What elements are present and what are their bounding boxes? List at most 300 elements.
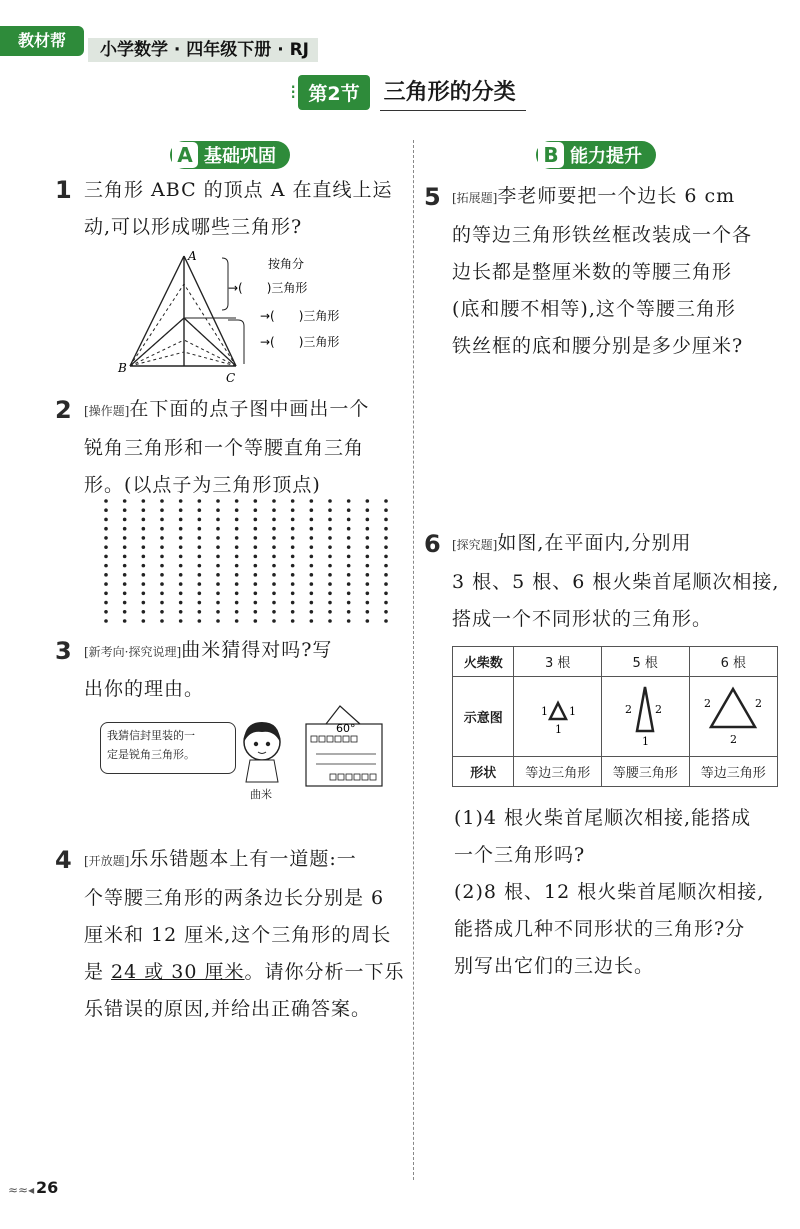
q6-subquestions [454,800,784,985]
grid-dot[interactable] [104,601,108,605]
grid-dot[interactable] [198,536,202,540]
grid-dot[interactable] [291,536,295,540]
grid-dot[interactable] [123,610,127,614]
grid-dot[interactable] [142,499,146,503]
grid-dot[interactable] [198,592,202,596]
column-divider [413,140,414,1180]
grid-dot[interactable] [310,545,314,549]
section-dots-icon: ⁝ [290,80,297,104]
table-row-label: 形状 [453,757,514,787]
grid-dot[interactable] [179,508,183,512]
grid-dot[interactable] [291,601,295,605]
grid-dot[interactable] [104,508,108,512]
grid-dot[interactable] [123,582,127,586]
grid-dot[interactable] [384,601,388,605]
grid-dot[interactable] [216,592,220,596]
svg-text:1: 1 [568,704,576,718]
speech-bubble [100,722,236,774]
grid-dot[interactable] [310,508,314,512]
grid-dot[interactable] [235,536,239,540]
grid-dot[interactable] [291,592,295,596]
grid-dot[interactable] [328,573,332,577]
grid-dot[interactable] [291,527,295,531]
grid-dot[interactable] [142,508,146,512]
grid-dot[interactable] [384,582,388,586]
table-cell: 等边三角形 [689,757,777,787]
grid-dot[interactable] [291,545,295,549]
grid-dot[interactable] [328,610,332,614]
grid-dot[interactable] [216,499,220,503]
table-header-cell: 6 根 [689,647,777,677]
grid-dot[interactable] [254,545,258,549]
svg-text:1: 1 [540,704,548,718]
grid-dot[interactable] [216,619,220,623]
grid-dot[interactable] [123,545,127,549]
grid-dot[interactable] [160,592,164,596]
grid-dot[interactable] [179,573,183,577]
grid-dot[interactable] [384,527,388,531]
grid-dot[interactable] [291,508,295,512]
grid-dot[interactable] [123,508,127,512]
q3-number: 3 [55,637,72,665]
q6-text [452,525,782,638]
grid-dot[interactable] [104,573,108,577]
grid-dot[interactable] [216,601,220,605]
q4-line4-post: 。请你分析一下乐 [244,961,405,983]
grid-dot[interactable] [384,619,388,623]
grid-dot[interactable] [254,592,258,596]
grid-dot[interactable] [179,555,183,559]
table-cell [514,677,601,757]
grid-dot[interactable] [142,518,146,522]
q2-line1: 在下面的点子图中画出一个 [129,398,370,420]
grid-dot[interactable] [328,564,332,568]
q5-line5: 铁丝框的底和腰分别是多少厘米? [452,335,744,357]
bubble-line2: 定是锐角三角形。 [107,748,195,761]
grid-dot[interactable] [254,601,258,605]
grid-dot[interactable] [384,592,388,596]
grid-dot[interactable] [160,527,164,531]
grid-dot[interactable] [310,518,314,522]
grid-dot[interactable] [198,610,202,614]
grid-dot[interactable] [235,619,239,623]
grid-dot[interactable] [328,619,332,623]
table-header-cell: 5 根 [601,647,689,677]
grid-dot[interactable] [254,573,258,577]
q6-sub1-line1: (1)4 根火柴首尾顺次相接,能搭成 [454,807,752,829]
grid-dot[interactable] [310,527,314,531]
grid-dot[interactable] [179,545,183,549]
grid-dot[interactable] [328,555,332,559]
grid-dot[interactable] [198,582,202,586]
grid-dot[interactable] [160,564,164,568]
grid-dot[interactable] [328,592,332,596]
grid-dot[interactable] [291,610,295,614]
grid-dot[interactable] [104,518,108,522]
grid-dot[interactable] [235,527,239,531]
q6-sub2-line3: 别写出它们的三边长。 [454,955,655,977]
dot-grid[interactable] [102,497,392,627]
table-cell [601,677,689,757]
grid-dot[interactable] [366,545,370,549]
table-cell [689,677,777,757]
triangle-6-icon [698,683,768,747]
part-a-letter: A [172,142,198,168]
grid-dot[interactable] [123,536,127,540]
grid-dot[interactable] [142,610,146,614]
grid-dot[interactable] [160,518,164,522]
grid-dot[interactable] [198,564,202,568]
grid-dot[interactable] [272,499,276,503]
grid-dot[interactable] [384,555,388,559]
q6-number: 6 [424,530,441,558]
q1-text [84,172,404,246]
q4-line2: 个等腰三角形的两条边长分别是 6 [84,887,385,909]
grid-dot[interactable] [291,619,295,623]
grid-dot[interactable] [216,545,220,549]
grid-dot[interactable] [142,527,146,531]
grid-dot[interactable] [235,592,239,596]
grid-dot[interactable] [366,536,370,540]
svg-text:1: 1 [554,722,562,736]
q5-line4: (底和腰不相等),这个等腰三角形 [452,298,736,320]
grid-dot[interactable] [254,582,258,586]
section-number: 第2节 [298,75,369,110]
vertex-a-label: A [188,249,197,263]
grid-dot[interactable] [291,573,295,577]
grid-dot[interactable] [123,619,127,623]
q6-line1: 如图,在平面内,分别用 [497,532,692,554]
matchstick-table [452,646,778,787]
grid-dot[interactable] [216,536,220,540]
grid-dot[interactable] [235,601,239,605]
grid-dot[interactable] [179,601,183,605]
grid-dot[interactable] [216,508,220,512]
grid-dot[interactable] [179,592,183,596]
book-tag: 教材帮 [0,26,84,56]
grid-dot[interactable] [123,527,127,531]
grid-dot[interactable] [254,536,258,540]
grid-dot[interactable] [328,518,332,522]
grid-dot[interactable] [179,527,183,531]
girl-illustration-icon [232,716,292,786]
grid-dot[interactable] [384,499,388,503]
grid-dot[interactable] [272,527,276,531]
grid-dot[interactable] [347,499,351,503]
grid-dot[interactable] [254,619,258,623]
grid-dot[interactable] [347,573,351,577]
grid-dot[interactable] [310,610,314,614]
header-subtitle: 小学数学 · 四年级下册 · RJ [100,40,310,60]
q3-tag: [新考向·探究说理] [84,645,182,659]
grid-dot[interactable] [142,536,146,540]
grid-dot[interactable] [254,499,258,503]
grid-dot[interactable] [310,592,314,596]
grid-dot[interactable] [328,582,332,586]
table-header-cell: 3 根 [514,647,601,677]
vertex-c-label: C [226,371,236,384]
grid-dot[interactable] [328,508,332,512]
grid-dot[interactable] [328,499,332,503]
grid-dot[interactable] [272,564,276,568]
blank-2: →( )三角形 [260,309,340,323]
grid-dot[interactable] [384,564,388,568]
grid-dot[interactable] [366,573,370,577]
grid-dot[interactable] [384,573,388,577]
grid-dot[interactable] [104,619,108,623]
grid-dot[interactable] [310,619,314,623]
angle-label: 60° [336,722,356,735]
grid-dot[interactable] [347,536,351,540]
grid-dot[interactable] [272,545,276,549]
classify-by-angle: 按角分 [268,257,305,271]
grid-dot[interactable] [366,592,370,596]
grid-dot[interactable] [216,555,220,559]
triangle-5-icon [623,683,667,747]
grid-dot[interactable] [142,545,146,549]
table-header-cell: 火柴数 [453,647,514,677]
table-row [453,677,778,757]
q4-line3: 厘米和 12 厘米,这个三角形的周长 [84,924,392,946]
svg-text:2: 2 [704,696,712,710]
grid-dot[interactable] [179,499,183,503]
grid-dot[interactable] [123,601,127,605]
grid-dot[interactable] [179,619,183,623]
grid-dot[interactable] [235,555,239,559]
grid-dot[interactable] [142,564,146,568]
grid-dot[interactable] [123,573,127,577]
grid-dot[interactable] [328,545,332,549]
grid-dot[interactable] [310,582,314,586]
grid-dot[interactable] [198,518,202,522]
grid-dot[interactable] [272,518,276,522]
footer-wave-icon: ≈≈◂ [8,1183,35,1197]
q4-tag: [开放题] [84,854,130,868]
svg-text:2: 2 [655,702,663,716]
table-row-label: 示意图 [453,677,514,757]
grid-dot[interactable] [160,582,164,586]
q6-line3: 搭成一个不同形状的三角形。 [452,608,713,630]
grid-dot[interactable] [235,582,239,586]
table-header-row [453,647,778,677]
grid-dot[interactable] [216,610,220,614]
grid-dot[interactable] [179,564,183,568]
q4-line1: 乐乐错题本上有一道题:一 [129,848,357,870]
grid-dot[interactable] [347,555,351,559]
grid-dot[interactable] [347,610,351,614]
grid-dot[interactable] [104,610,108,614]
grid-dot[interactable] [291,564,295,568]
q5-number: 5 [424,183,441,211]
grid-dot[interactable] [160,499,164,503]
grid-dot[interactable] [235,508,239,512]
grid-dot[interactable] [384,518,388,522]
grid-dot[interactable] [216,564,220,568]
grid-dot[interactable] [291,499,295,503]
grid-dot[interactable] [366,564,370,568]
grid-dot[interactable] [104,536,108,540]
grid-dot[interactable] [235,545,239,549]
grid-dot[interactable] [235,499,239,503]
grid-dot[interactable] [272,555,276,559]
grid-dot[interactable] [198,601,202,605]
grid-dot[interactable] [254,518,258,522]
grid-dot[interactable] [142,582,146,586]
grid-dot[interactable] [142,555,146,559]
q6-line2: 3 根、5 根、6 根火柴首尾顺次相接, [452,571,780,593]
grid-dot[interactable] [366,582,370,586]
grid-dot[interactable] [310,536,314,540]
grid-dot[interactable] [272,601,276,605]
grid-dot[interactable] [347,582,351,586]
grid-dot[interactable] [160,508,164,512]
grid-dot[interactable] [216,573,220,577]
grid-dot[interactable] [291,518,295,522]
grid-dot[interactable] [216,527,220,531]
part-b-letter: B [538,142,564,168]
grid-dot[interactable] [160,610,164,614]
grid-dot[interactable] [123,499,127,503]
grid-dot[interactable] [254,555,258,559]
part-b-heading [536,141,656,169]
grid-dot[interactable] [104,564,108,568]
page-number: 26 [36,1178,59,1197]
grid-dot[interactable] [235,564,239,568]
grid-dot[interactable] [142,573,146,577]
grid-dot[interactable] [104,582,108,586]
grid-dot[interactable] [216,582,220,586]
grid-dot[interactable] [179,582,183,586]
grid-dot[interactable] [235,610,239,614]
grid-dot[interactable] [366,610,370,614]
grid-dot[interactable] [235,518,239,522]
grid-dot[interactable] [123,564,127,568]
vertex-b-label: B [118,361,127,375]
part-a-heading [170,141,290,169]
q4-text [84,841,410,1028]
grid-dot[interactable] [310,555,314,559]
svg-text:2: 2 [755,696,763,710]
grid-dot[interactable] [179,610,183,614]
grid-dot[interactable] [347,619,351,623]
grid-dot[interactable] [347,527,351,531]
grid-dot[interactable] [254,527,258,531]
grid-dot[interactable] [123,518,127,522]
grid-dot[interactable] [347,601,351,605]
grid-dot[interactable] [310,601,314,605]
grid-dot[interactable] [104,592,108,596]
q1-triangle-figure [110,244,390,384]
grid-dot[interactable] [291,555,295,559]
grid-dot[interactable] [272,610,276,614]
grid-dot[interactable] [328,601,332,605]
grid-dot[interactable] [104,545,108,549]
q3-text [84,632,406,708]
grid-dot[interactable] [123,555,127,559]
grid-dot[interactable] [291,582,295,586]
grid-dot[interactable] [198,573,202,577]
grid-dot[interactable] [272,592,276,596]
grid-dot[interactable] [272,619,276,623]
svg-text:2: 2 [730,732,738,746]
grid-dot[interactable] [142,619,146,623]
grid-dot[interactable] [272,582,276,586]
grid-dot[interactable] [366,527,370,531]
grid-dot[interactable] [366,555,370,559]
grid-dot[interactable] [104,527,108,531]
grid-dot[interactable] [272,573,276,577]
grid-dot[interactable] [347,545,351,549]
grid-dot[interactable] [254,564,258,568]
grid-dot[interactable] [198,508,202,512]
grid-dot[interactable] [272,536,276,540]
grid-dot[interactable] [328,527,332,531]
q5-text [452,178,782,365]
grid-dot[interactable] [347,592,351,596]
grid-dot[interactable] [366,499,370,503]
grid-dot[interactable] [198,545,202,549]
grid-dot[interactable] [198,619,202,623]
grid-dot[interactable] [104,499,108,503]
grid-dot[interactable] [272,508,276,512]
q6-sub2-line1: (2)8 根、12 根火柴首尾顺次相接, [454,881,765,903]
grid-dot[interactable] [198,527,202,531]
grid-dot[interactable] [104,555,108,559]
grid-dot[interactable] [366,601,370,605]
q5-line1: 李老师要把一个边长 6 cm [497,185,736,207]
grid-dot[interactable] [384,545,388,549]
grid-dot[interactable] [123,592,127,596]
grid-dot[interactable] [160,536,164,540]
grid-dot[interactable] [347,564,351,568]
grid-dot[interactable] [254,610,258,614]
grid-dot[interactable] [347,518,351,522]
part-b-title: 能力提升 [570,146,642,167]
grid-dot[interactable] [160,601,164,605]
grid-dot[interactable] [142,601,146,605]
grid-dot[interactable] [384,536,388,540]
grid-dot[interactable] [198,499,202,503]
grid-dot[interactable] [366,508,370,512]
q2-tag: [操作题] [84,404,130,418]
grid-dot[interactable] [366,619,370,623]
grid-dot[interactable] [366,518,370,522]
grid-dot[interactable] [384,508,388,512]
grid-dot[interactable] [310,499,314,503]
q2-text [84,391,406,504]
grid-dot[interactable] [310,573,314,577]
grid-dot[interactable] [254,508,258,512]
table-row [453,757,778,787]
grid-dot[interactable] [235,573,239,577]
grid-dot[interactable] [310,564,314,568]
grid-dot[interactable] [328,536,332,540]
grid-dot[interactable] [160,573,164,577]
grid-dot[interactable] [179,536,183,540]
grid-dot[interactable] [179,518,183,522]
q2-number: 2 [55,396,72,424]
grid-dot[interactable] [216,518,220,522]
grid-dot[interactable] [160,555,164,559]
triangle-3-icon [538,693,578,737]
grid-dot[interactable] [160,619,164,623]
grid-dot[interactable] [347,508,351,512]
girl-name: 曲米 [250,788,272,801]
grid-dot[interactable] [160,545,164,549]
grid-dot[interactable] [198,555,202,559]
grid-dot[interactable] [384,610,388,614]
grid-dot[interactable] [142,592,146,596]
